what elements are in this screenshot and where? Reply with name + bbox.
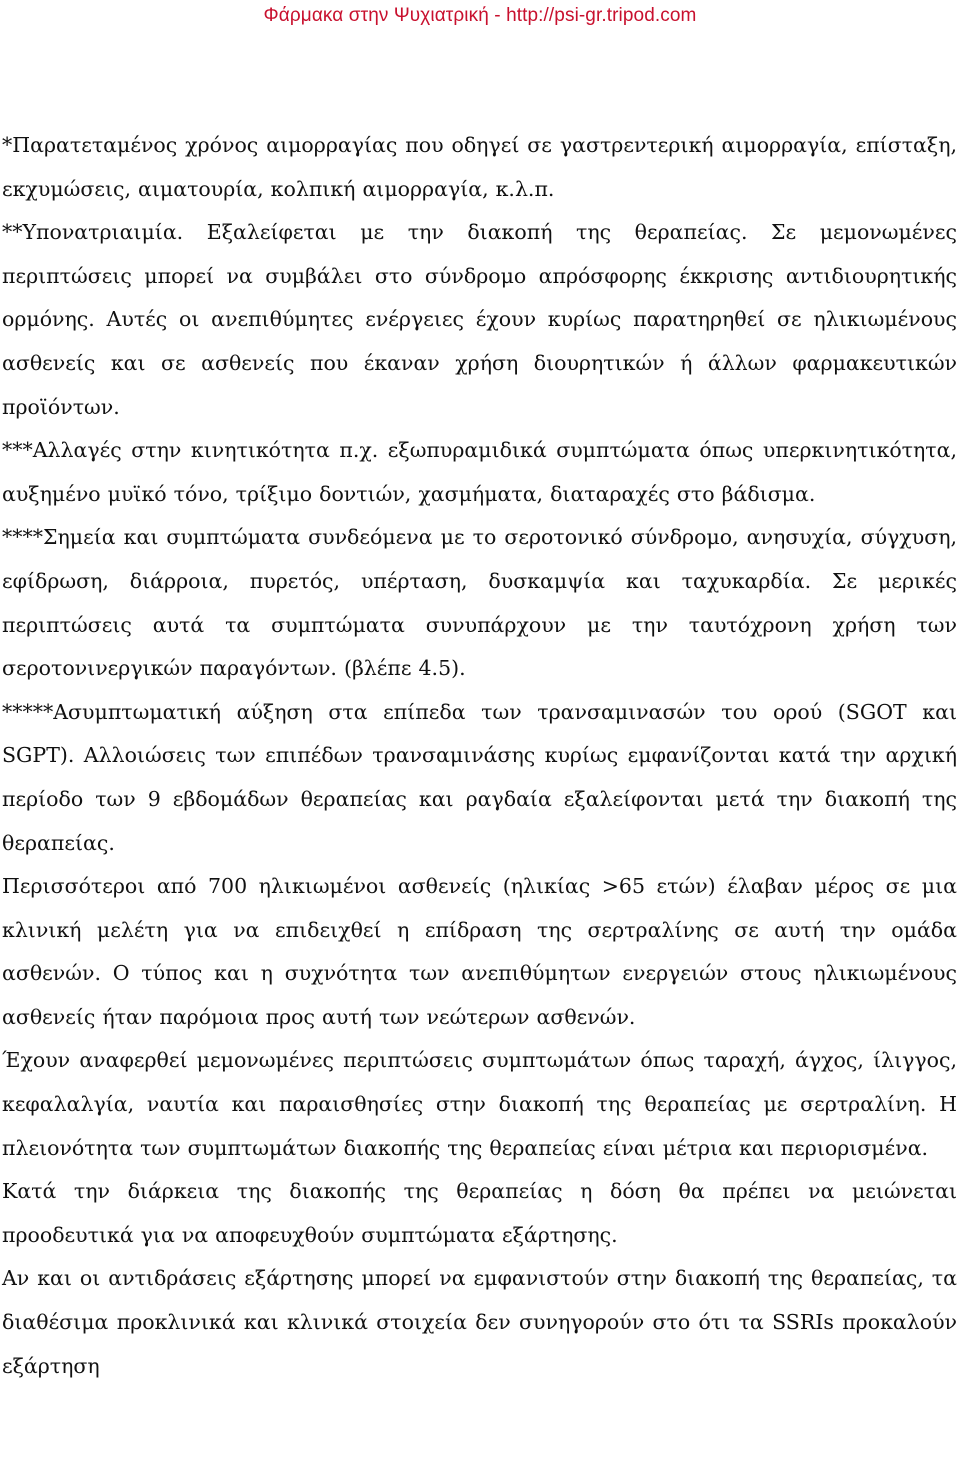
paragraph-transaminase-footnote: *****Ασυμπτωματική αύξηση στα επίπεδα των τρανσαμινασών του ορού (SGOT και SGPT). Αλλοιώσεις των επιπέδων τρανσαμινάσης κυρίως εμφανίζονται κατά την αρχική περίοδο των 9 εβδομάδων θεραπείας και ραγδαία εξαλείφονται μετά την διακοπή της θεραπείας. (2, 699, 957, 855)
paragraph-dependence: Αν και οι αντιδράσεις εξάρτησης μπορεί να εμφανιστούν στην διακοπή της θεραπείας, τα διαθέσιμα προκλινικά και κλινικά στοιχεία δεν συνηγορούν στο ότι τα SSRIs προκαλούν εξάρτηση (2, 1266, 957, 1378)
paragraph-motility-footnote: ***Αλλαγές στην κινητικότητα π.χ. εξωπυραμιδικά συμπτώματα όπως υπερκινητικότητα, αυξημένο μυϊκό τόνο, τρίξιμο δοντιών, χασμήματα, διαταραχές στο βάδισμα. (2, 438, 957, 506)
paragraph-dose-tapering: Κατά την διάρκεια της διακοπής της θεραπείας η δόση θα πρέπει να μειώνεται προοδευτικά για να αποφευχθούν συμπτώματα εξάρτησης. (2, 1179, 957, 1247)
document-body (2, 124, 957, 1388)
paragraph-discontinuation-symptoms: Έχουν αναφερθεί μεμονωμένες περιπτώσεις συμπτωμάτων όπως ταραχή, άγχος, ίλιγγος, κεφαλαλγία, ναυτία και παραισθησίες στην διακοπή της θεραπείας με σερτραλίνη. Η πλειονότητα των συμπτωμάτων διακοπής της θεραπείας είναι μέτρια και περιορισμένα. (2, 1048, 957, 1160)
paragraph-elderly-study: Περισσότεροι από 700 ηλικιωμένοι ασθενείς (ηλικίας >65 ετών) έλαβαν μέρος σε μια κλινική μελέτη για να επιδειχθεί η επίδραση της σερτραλίνης σε αυτή την ομάδα ασθενών. Ο τύπος και η συχνότητα των ανεπιθύμητων ενεργειών στους ηλικιωμένους ασθενείς ήταν παρόμοια προς αυτή των νεώτερων ασθενών. (2, 874, 957, 1029)
paragraph-serotonin-syndrome-footnote: ****Σημεία και συμπτώματα συνδεόμενα με το σεροτονικό σύνδρομο, ανησυχία, σύγχυση, εφίδρωση, διάρροια, πυρετός, υπέρταση, δυσκαμψία και ταχυκαρδία. Σε μερικές περιπτώσεις αυτά τα συμπτώματα συνυπάρχουν με την ταυτόχρονη χρήση των σεροτονινεργικών παραγόντων. (βλέπε 4.5). (2, 525, 957, 681)
paragraph-bleeding-footnote: *Παρατεταμένος χρόνος αιμορραγίας που οδηγεί σε γαστρεντερική αιμορραγία, επίσταξη, εκχυμώσεις, αιματουρία, κολπική αιμορραγία, κ.λ.π. (2, 133, 957, 201)
paragraph-hyponatremia-footnote: **Υπονατριαιμία. Εξαλείφεται με την διακοπή της θεραπείας. Σε μεμονωμένες περιπτώσεις μπορεί να συμβάλει στο σύνδρομο απρόσφορης έκκρισης αντιδιουρητικής ορμόνης. Αυτές οι ανεπιθύμητες ενέργειες έχουν κυρίως παρατηρηθεί σε ηλικιωμένους ασθενείς και σε ασθενείς που έκαναν χρήση διουρητικών ή άλλων φαρμακευτικών προϊόντων. (2, 220, 957, 419)
page-header: Φάρμακα στην Ψυχιατρική - http://psi-gr.tripod.com (263, 5, 697, 26)
